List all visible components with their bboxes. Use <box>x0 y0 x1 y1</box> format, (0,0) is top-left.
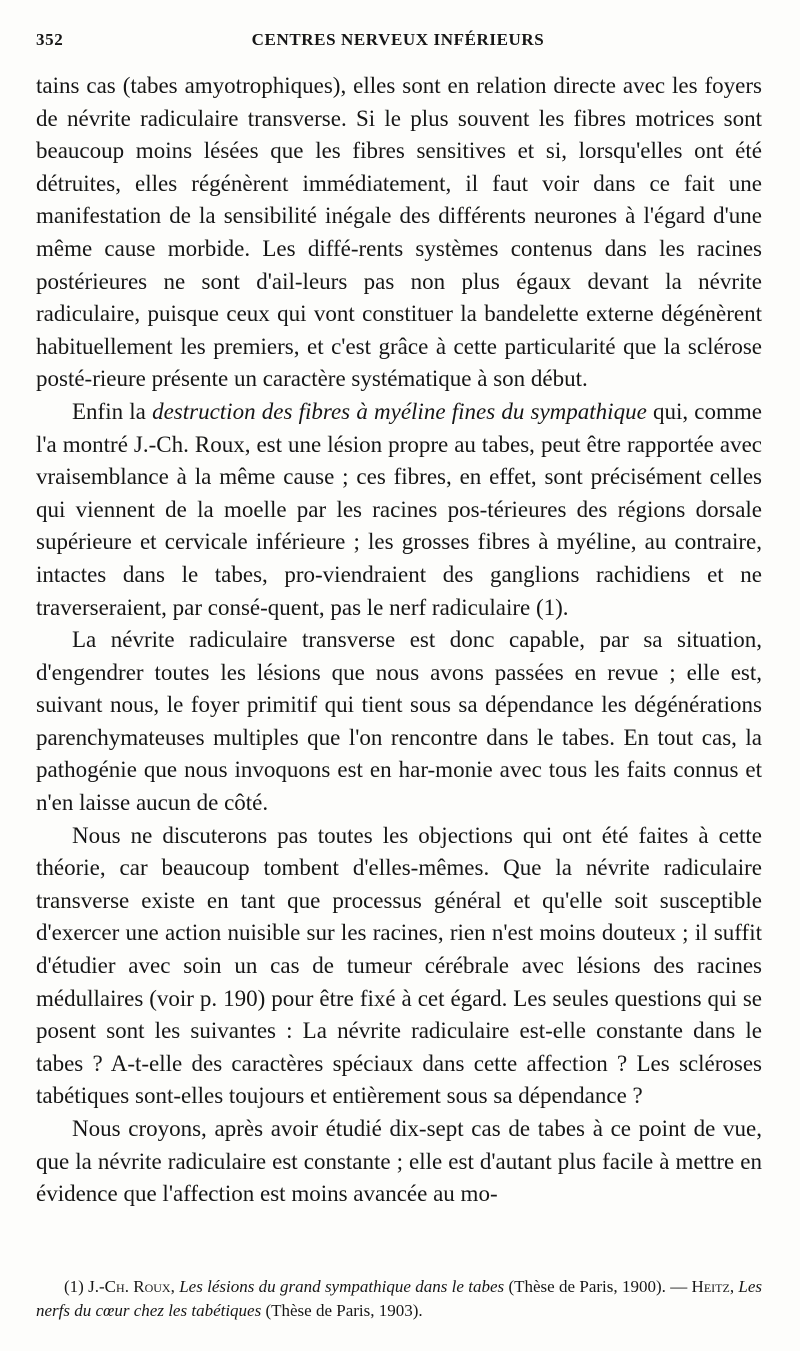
footnote-1 <box>36 1275 762 1323</box>
emphasized-phrase: destruction des fibres à myéline fines du sympathique <box>152 398 647 424</box>
paragraph-3: La névrite radiculaire transverse est donc capable, par sa situation, d'engendrer toutes les lésions que nous avons passées en revue ; elle est, suivant nous, le foyer primitif qui tient sous sa dépendance les dégénérations parenchymateuses multiples que l'on rencontre dans le tabes. En tout cas, la pathogénie que nous invoquons est en har-monie avec tous les faits connus et n'en laisse aucun de côté. <box>36 627 762 816</box>
running-header <box>36 30 760 58</box>
footnote-reference-1: (Thèse de Paris, 1900). — <box>504 1277 692 1296</box>
paragraph-4: Nous ne discuterons pas toutes les objections qui ont été faites à cette théorie, car beaucoup tombent d'elles-mêmes. Que la névrite radiculaire transverse existe en tant que processus général et qu'elle soit susceptible d'exercer une action nuisible sur les racines, rien n'est moins douteux ; il suffit d'étudier avec soin un cas de tumeur cérébrale avec lésions des racines médullaires (voir p. 190) pour être fixé à cet égard. Les seules questions qui se posent sont les suivantes : La névrite radiculaire est-elle constante dans le tabes ? A-t-elle des caractères spéciaux dans cette affection ? Les scléroses tabétiques sont-elles toujours et entièrement sous sa dépendance ? <box>36 822 762 1109</box>
footnote-separator-2: , <box>729 1277 739 1296</box>
footnote-marker: (1) <box>64 1277 89 1296</box>
footnotes <box>36 1275 762 1323</box>
body-text <box>36 70 762 1211</box>
paragraph-5: Nous croyons, après avoir étudié dix-sept cas de tabes à ce point de vue, que la névrite radiculaire est constante ; elle est d'autant plus facile à mettre en évidence que l'affection est moins avancée au mo- <box>36 1116 762 1207</box>
paragraph-2-lead: Enfin la <box>72 398 153 424</box>
running-title: CENTRES NERVEUX INFÉRIEURS <box>251 30 545 49</box>
footnote-title-2: Les nerfs du cœur chez les tabétiques <box>36 1277 763 1320</box>
paragraph-2 <box>36 396 762 624</box>
footnote-author-1: J.-Ch. Roux <box>88 1277 171 1296</box>
footnote-separator-1: , <box>170 1277 180 1296</box>
page-number: 352 <box>36 30 64 49</box>
paragraph-1: tains cas (tabes amyotrophiques), elles sont en relation directe avec les foyers de névrite radiculaire transverse. Si le plus souvent les fibres motrices sont beaucoup moins lésées que les fibres sensitives et si, lorsqu'elles ont été détruites, elles régénèrent immédiatement, il faut voir dans ce fait une manifestation de la sensibilité inégale des différents neurones à l'égard d'une même cause morbide. Les diffé-rents systèmes contenus dans les racines postérieures ne sont d'ail-leurs pas non plus égaux devant la névrite radiculaire, puisque ceux qui vont constituer la bandelette externe dégénèrent habituellement les premiers, et c'est grâce à cette particularité que la sclérose posté-rieure présente un caractère systématique à son début. <box>36 73 762 392</box>
footnote-author-2: Heitz <box>691 1277 730 1296</box>
footnote-reference-2: (Thèse de Paris, 1903). <box>261 1301 423 1320</box>
paragraph-2-rest: qui, comme l'a montré J.-Ch. Roux, est une lésion propre au tabes, peut être rapportée avec vraisemblance à la même cause ; ces fibres, en effet, sont précisément celles qui viennent de la moelle par les racines pos-térieures des régions dorsale supérieure et cervicale inférieure ; les grosses fibres à myéline, au contraire, intactes dans le tabes, pro-viendraient des ganglions rachidiens et ne traverseraient, par consé-quent, pas le nerf radiculaire (1). <box>36 398 762 620</box>
footnote-title-1: Les lésions du grand sympathique dans le tabes <box>179 1277 505 1296</box>
